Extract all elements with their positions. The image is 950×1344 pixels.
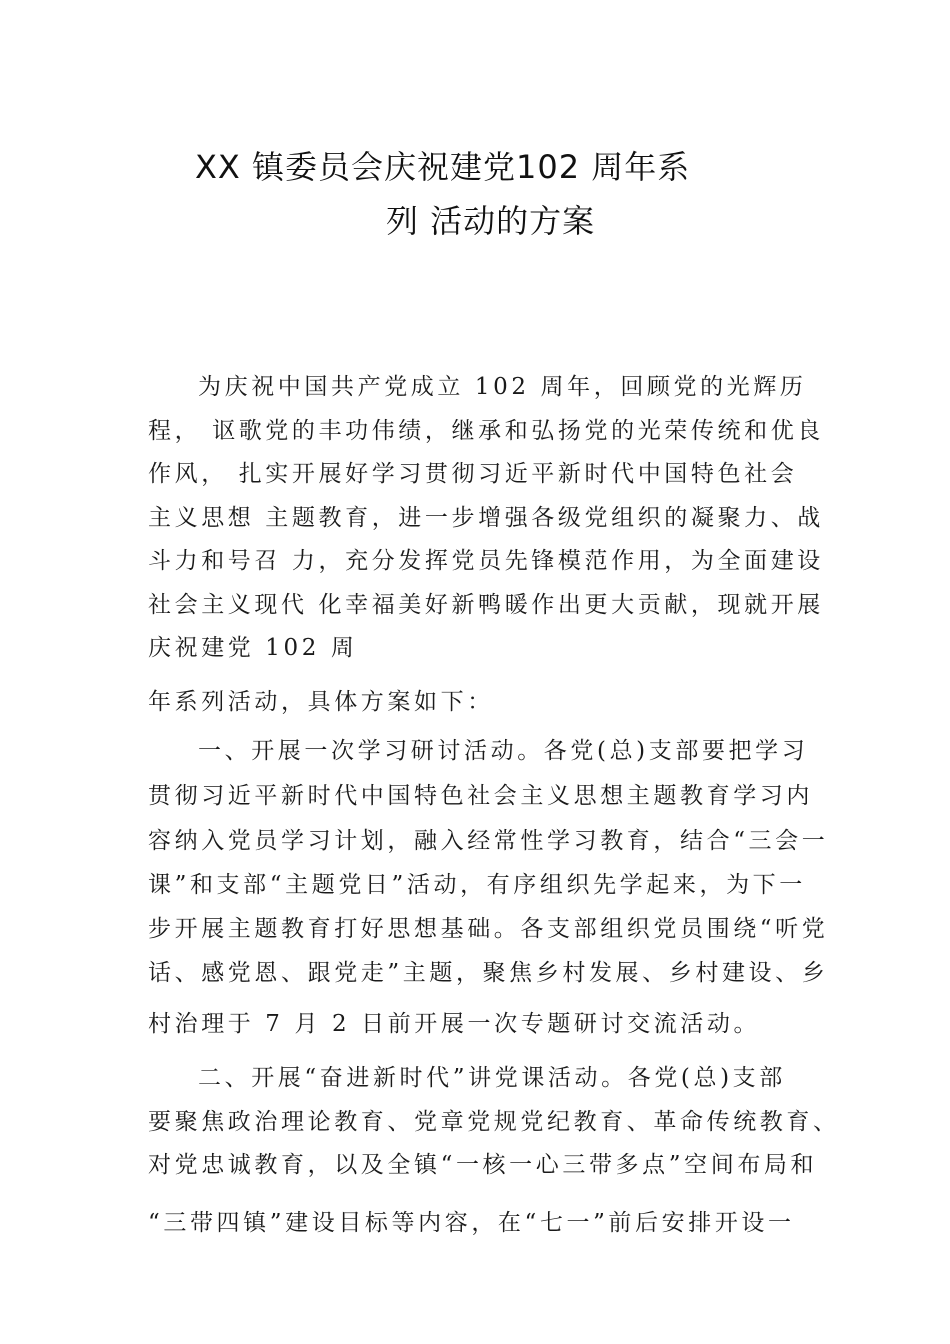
paragraph-line: 为庆祝中国共产党成立 102 周年，回顾党的光辉历 — [198, 374, 807, 400]
paragraph-line: 二、开展“奋进新时代”讲党课活动。各党(总)支部 — [198, 1065, 786, 1091]
paragraph-line: 容纳入党员学习计划，融入经常性学习教育，结合“三会一 — [148, 828, 829, 854]
paragraph-line: 要聚焦政治理论教育、党章党规党纪教育、革命传统教育、 — [148, 1109, 840, 1135]
paragraph-line: 村治理于 7 月 2 日前开展一次专题研讨交流活动。 — [148, 1011, 761, 1037]
paragraph-line: 贯彻习近平新时代中国特色社会主义思想主题教育学习内 — [148, 783, 813, 809]
paragraph-line: 年系列活动，具体方案如下： — [148, 689, 494, 715]
paragraph-line: 斗力和号召 力，充分发挥党员先锋模范作用，为全面建设 — [148, 548, 824, 574]
paragraph-line: 庆祝建党 102 周 — [148, 635, 358, 661]
paragraph-line: 话、感党恩、跟党走”主题，聚焦乡村发展、乡村建设、乡 — [148, 960, 829, 986]
paragraph-line: 课”和支部“主题党日”活动，有序组织先学起来，为下一 — [148, 872, 806, 898]
paragraph-line: 程， 讴歌党的丰功伟绩，继承和弘扬党的光荣传统和优良 — [148, 418, 824, 444]
paragraph-line: 作风， 扎实开展好学习贯彻习近平新时代中国特色社会 — [148, 461, 798, 487]
paragraph-line: 主义思想 主题教育，进一步增强各级党组织的凝聚力、战 — [148, 505, 824, 531]
paragraph-line: “三带四镇”建设目标等内容，在“七一”前后安排开设一 — [148, 1210, 795, 1236]
document-title-line-2: 列 活动的方案 — [386, 202, 596, 240]
paragraph-line: 步开展主题教育打好思想基础。各支部组织党员围绕“听党 — [148, 916, 829, 942]
paragraph-line: 对党忠诚教育，以及全镇“一核一心三带多点”空间布局和 — [148, 1152, 818, 1178]
paragraph-line: 社会主义现代 化幸福美好新鸭暖作出更大贡献，现就开展 — [148, 592, 824, 618]
document-title-line-1: XX 镇委员会庆祝建党102 周年系 — [195, 148, 691, 186]
paragraph-line: 一、开展一次学习研讨活动。各党(总)支部要把学习 — [198, 738, 809, 764]
